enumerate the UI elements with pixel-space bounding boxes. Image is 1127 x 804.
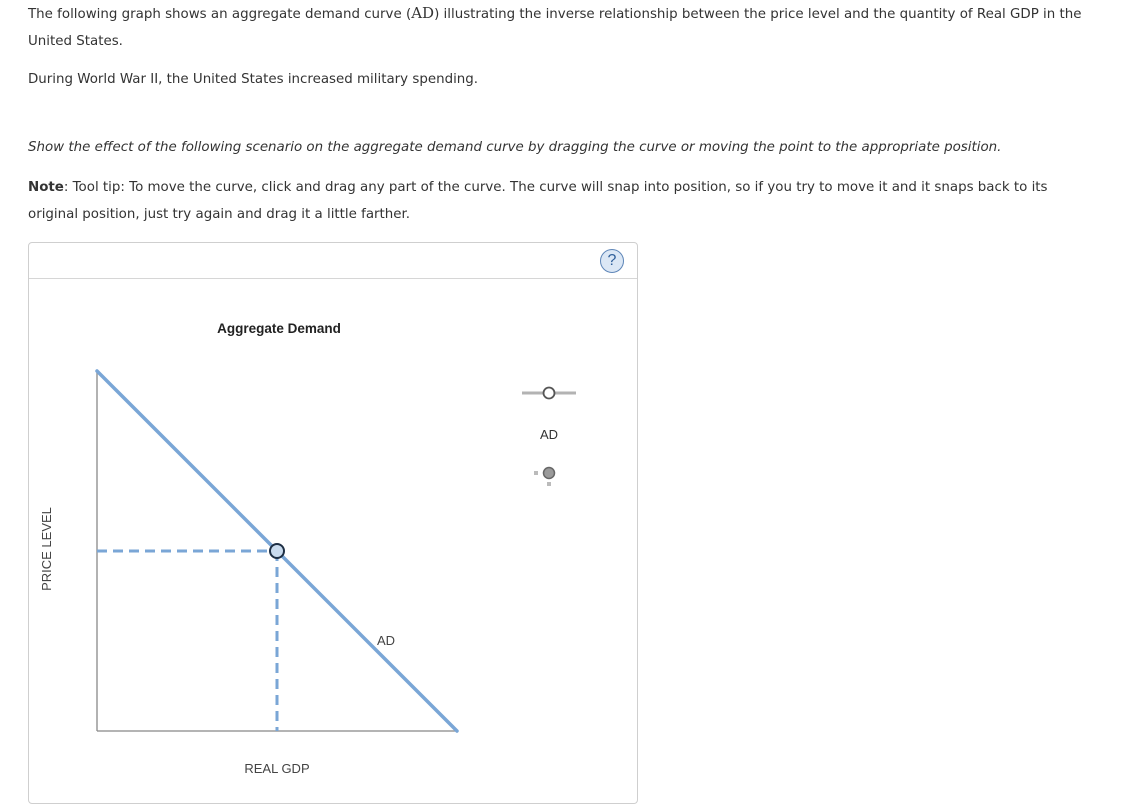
help-icon[interactable]: ? [600, 249, 624, 273]
task-instruction: Show the effect of the following scenario on the aggregate demand curve by dragging the curve or moving the point to the appropriate position. [28, 140, 1002, 155]
graph-title: Aggregate Demand [217, 321, 341, 336]
scenario-text: During World War II, the United States increased military spending. [28, 72, 479, 87]
ad-curve-label: AD [377, 633, 396, 648]
tool-tip-note: Note: Tool tip: To move the curve, click and drag any part of the curve. The curve will snap into position, so if you try to move it and it snaps back to its original position, just try again and drag it a little farther. [28, 180, 1048, 222]
legend-ad-curve-tool[interactable] [522, 388, 576, 399]
legend-point-icon [544, 388, 555, 399]
point-tool-icon [544, 468, 555, 479]
aggregate-demand-graph[interactable] [29, 279, 637, 799]
x-axis-label: REAL GDP [244, 761, 310, 776]
panel-toolbar [29, 243, 637, 279]
legend-point-tool[interactable] [534, 468, 555, 487]
legend-point-tool-dash-v [547, 482, 551, 486]
legend-ad-label: AD [539, 427, 559, 442]
y-axis-label: PRICE LEVEL [39, 507, 54, 591]
intro-text: The following graph shows an aggregate demand curve (AD) illustrating the inverse relationship between the price level and the quantity of Real GDP in the United States. [28, 4, 1082, 49]
graph-panel [28, 242, 638, 804]
ad-point[interactable] [270, 544, 284, 558]
ad-abbreviation: AD [411, 4, 435, 22]
legend-point-tool-dash-h [534, 471, 538, 475]
note-label: Note [28, 180, 64, 195]
